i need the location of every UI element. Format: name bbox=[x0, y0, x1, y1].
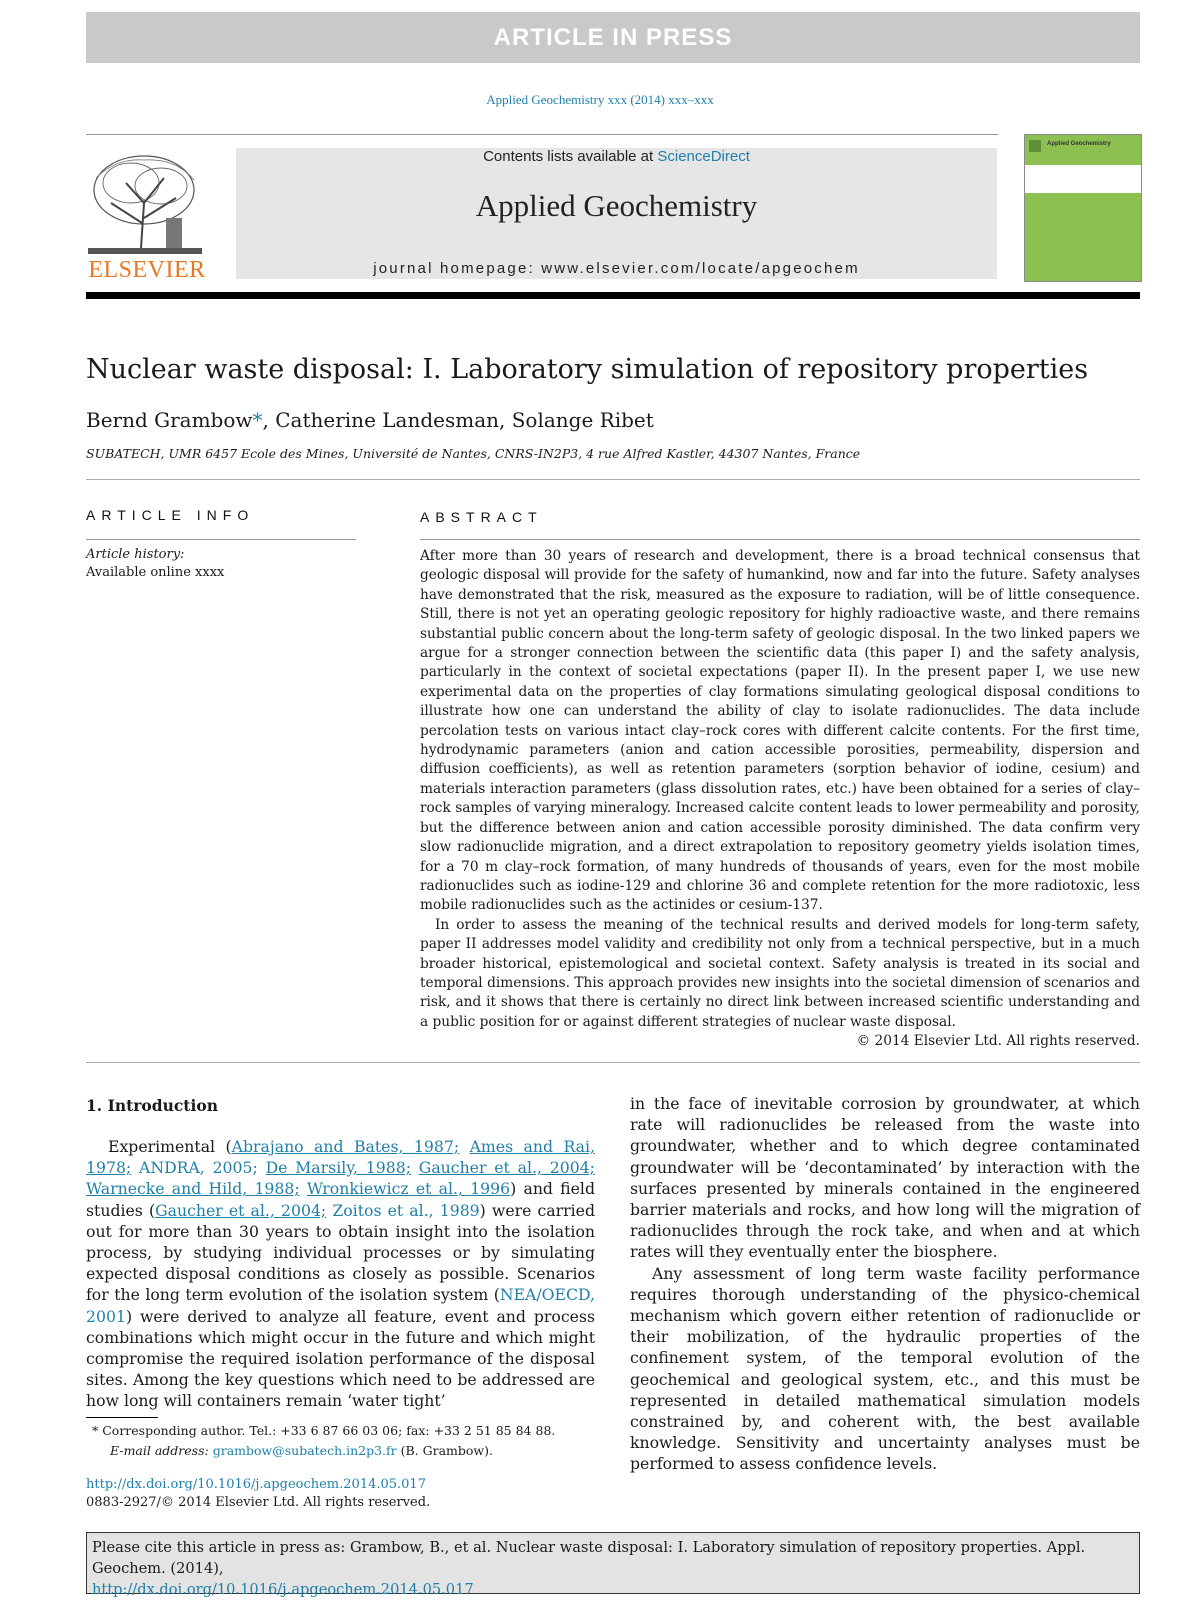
citation-link[interactable]: Zoitos et al., 1989 bbox=[332, 1200, 480, 1220]
email-link[interactable]: grambow@subatech.in2p3.fr bbox=[212, 1443, 397, 1458]
cover-band-bottom bbox=[1025, 193, 1141, 281]
citation-link[interactable]: Warnecke and Hild, 1988; bbox=[86, 1179, 300, 1199]
corresponding-author-mark[interactable]: * bbox=[252, 408, 263, 432]
other-authors[interactable]: , Catherine Landesman, Solange Ribet bbox=[262, 408, 654, 432]
corresponding-author-footnote: * Corresponding author. Tel.: +33 6 87 66 03 06; fax: +33 2 51 85 84 88. bbox=[92, 1423, 556, 1438]
contents-line bbox=[236, 148, 997, 165]
article-in-press-banner: ARTICLE IN PRESS bbox=[86, 12, 1140, 63]
intro-left-column bbox=[86, 1136, 595, 1412]
cite-text: Please cite this article in press as: Grambow, B., et al. Nuclear waste disposal: I. Laboratory simulation of repository properties. Appl. Geochem. (2014), bbox=[92, 1539, 1086, 1577]
header-top-rule bbox=[86, 134, 998, 135]
journal-title: Applied Geochemistry bbox=[475, 188, 758, 223]
intro-text: Experimental ( bbox=[108, 1137, 232, 1156]
issn-copyright: 0883-2927/© 2014 Elsevier Ltd. All rights reserved. bbox=[86, 1495, 431, 1510]
citation-link[interactable]: Gaucher et al., 2004; bbox=[418, 1158, 595, 1178]
intro-right-column bbox=[630, 1093, 1140, 1475]
journal-reference[interactable]: Applied Geochemistry xxx (2014) xxx–xxx bbox=[486, 92, 714, 107]
author-grambow[interactable]: Bernd Grambow bbox=[86, 408, 253, 432]
cover-title: Applied Geochemistry bbox=[1047, 141, 1111, 147]
intro-paragraph-1 bbox=[86, 1136, 595, 1412]
article-title: Nuclear waste disposal: I. Laboratory simulation of repository properties bbox=[86, 354, 1089, 385]
abstract-paragraph-1: After more than 30 years of research and development, there is a broad technical consensus that geologic disposal will provide for the safety of humankind, now and far into the future. Safety analyses have demonstrated that the risk, measured as the exposure to radiation, will be of little consequence. Still, there is not yet an operating geologic repository for highly radioactive waste, and there remains substantial public concern about the long-term safety of geologic disposal. In the two linked papers we argue for a stronger connection between the scientific data (this paper I) and the safety analysis, particularly in the context of societal expectations (paper II). In the present paper I, we use new experimental data on the properties of clay formations simulating geological disposal conditions to illustrate how one can understand the ability of clay to isolate radionuclides. The data include percolation tests on various intact clay–rock cores with different calcite contents. For the first time, hydrodynamic parameters (anion and cation accessible porosities, permeability, dispersion and diffusion coefficients), as well as retention parameters (sorption behavior of iodine, cesium) and materials interaction parameters (glass dissolution rates, etc.) have been obtained for a series of clay–rock samples of varying mineralogy. Increased calcite content leads to lower permeability and porosity, but the difference between anion and cation accessible porosity diminished. The data confirm very slow radionuclide migration, and a direct extrapolation to repository geometry yields isolation times, for a 70 m clay–rock formation, of many hundreds of thousands of years, even for the most mobile radionuclides such as iodine-129 and chlorine 36 and complete retention for the more radiotoxic, less mobile radionuclides such as the actinides or cesium-137. bbox=[420, 548, 1140, 914]
intro-text: ) were derived to analyze all feature, event and process combinations which might occur in the future and which might compromise the required isolation performance of the disposal sites. Among the key questions which need to be addressed are how long will containers remain ‘water tight’ bbox=[86, 1306, 595, 1411]
cover-swatch bbox=[1029, 140, 1041, 152]
intro-paragraph-2: Any assessment of long term waste facility performance requires thorough understanding of the physico-chemical mechanism which govern either retention of radionuclide or their mobilization, of the hydraulic properties of the confinement system, of the temporal evolution of the geochemical and geological system, etc., and this must be represented in detailed mathematical simulation models constrained by, and coherent with, the best available knowledge. Sensitivity and uncertainty analyses must be performed to assess confidence levels. bbox=[630, 1263, 1140, 1474]
intro-text: ) and field studies ( bbox=[86, 1179, 595, 1220]
cite-this-article-text bbox=[92, 1537, 1136, 1600]
doi-link[interactable]: http://dx.doi.org/10.1016/j.apgeochem.2014.05.017 bbox=[86, 1477, 426, 1492]
abstract-paragraph-2: In order to assess the meaning of the technical results and derived models for long-term safety, paper II addresses model validity and credibility not only from a technical perspective, but in a much broader historical, epistemological and societal context. Safety analysis is treated in its social and temporal dimensions. This approach provides new insights into the societal dimension of scenarios and risk, and it shows that there is certainly no direct link between increased scientific understanding and a public position for or against different strategies of nuclear waste disposal. bbox=[420, 916, 1140, 1030]
email-label: E-mail address: bbox=[110, 1443, 209, 1458]
abstract-body bbox=[420, 547, 1140, 1052]
abstract-bottom-rule bbox=[86, 1062, 1140, 1063]
contents-prefix: Contents lists available at bbox=[483, 148, 658, 165]
cover-band-top bbox=[1025, 135, 1141, 165]
article-info-heading: ARTICLE INFO bbox=[86, 507, 255, 523]
citation-link[interactable]: Ames and Rai, 1978; bbox=[86, 1137, 596, 1178]
available-online: Available online xxxx bbox=[86, 565, 225, 580]
citation-link[interactable]: Gaucher et al., 2004; bbox=[155, 1200, 327, 1220]
journal-cover-thumbnail bbox=[1024, 134, 1142, 282]
sciencedirect-link[interactable]: ScienceDirect bbox=[657, 148, 750, 165]
citation-link[interactable]: De Marsily, 1988; bbox=[265, 1158, 411, 1178]
citation-link[interactable]: ANDRA, 2005; bbox=[139, 1158, 258, 1178]
abstract-rule bbox=[420, 539, 1140, 540]
journal-homepage[interactable]: journal homepage: www.elsevier.com/locate/apgeochem bbox=[373, 260, 860, 277]
citation-link[interactable]: NEA/OECD, 2001 bbox=[86, 1285, 595, 1326]
cite-doi-link[interactable]: http://dx.doi.org/10.1016/j.apgeochem.2014.05.017 bbox=[92, 1581, 474, 1598]
header-thick-rule bbox=[86, 292, 1140, 299]
abstract-heading: ABSTRACT bbox=[420, 509, 543, 525]
article-history-label: Article history: bbox=[86, 547, 185, 562]
intro-text: ) were carried out for more than 30 years to obtain insight into the isolation process, by studying individual processes or by simulating expected disposal conditions as closely as possible. Scenarios for the long term evolution of the isolation system ( bbox=[86, 1200, 595, 1305]
elsevier-wordmark: ELSEVIER bbox=[88, 257, 206, 283]
affiliation: SUBATECH, UMR 6457 Ecole des Mines, Université de Nantes, CNRS-IN2P3, 4 rue Alfred Kastler, 44307 Nantes, France bbox=[86, 446, 861, 461]
abstract-copyright: © 2014 Elsevier Ltd. All rights reserved. bbox=[856, 1033, 1140, 1050]
email-footnote bbox=[110, 1443, 493, 1458]
title-rule bbox=[86, 479, 1140, 480]
article-info-rule bbox=[86, 539, 356, 540]
section-heading-introduction: 1. Introduction bbox=[86, 1096, 218, 1115]
intro-paragraph-continued: in the face of inevitable corrosion by groundwater, at which rate will radionuclides be released from the waste into groundwater, whether and to which degree contaminated groundwater will be ‘decontaminated’ by interaction with the surfaces presented by minerals contained in the engineered barrier materials and rocks, and how long will the migration of radionuclides through the rock take, and when and at which rates will they eventually enter the biosphere. bbox=[630, 1094, 1140, 1262]
email-suffix: (B. Grambow). bbox=[396, 1443, 493, 1458]
author-list bbox=[86, 408, 654, 432]
citation-link[interactable]: Wronkiewicz et al., 1996 bbox=[306, 1179, 511, 1199]
citation-link[interactable]: Abrajano and Bates, 1987; bbox=[231, 1137, 460, 1156]
footnote-rule bbox=[86, 1417, 158, 1418]
